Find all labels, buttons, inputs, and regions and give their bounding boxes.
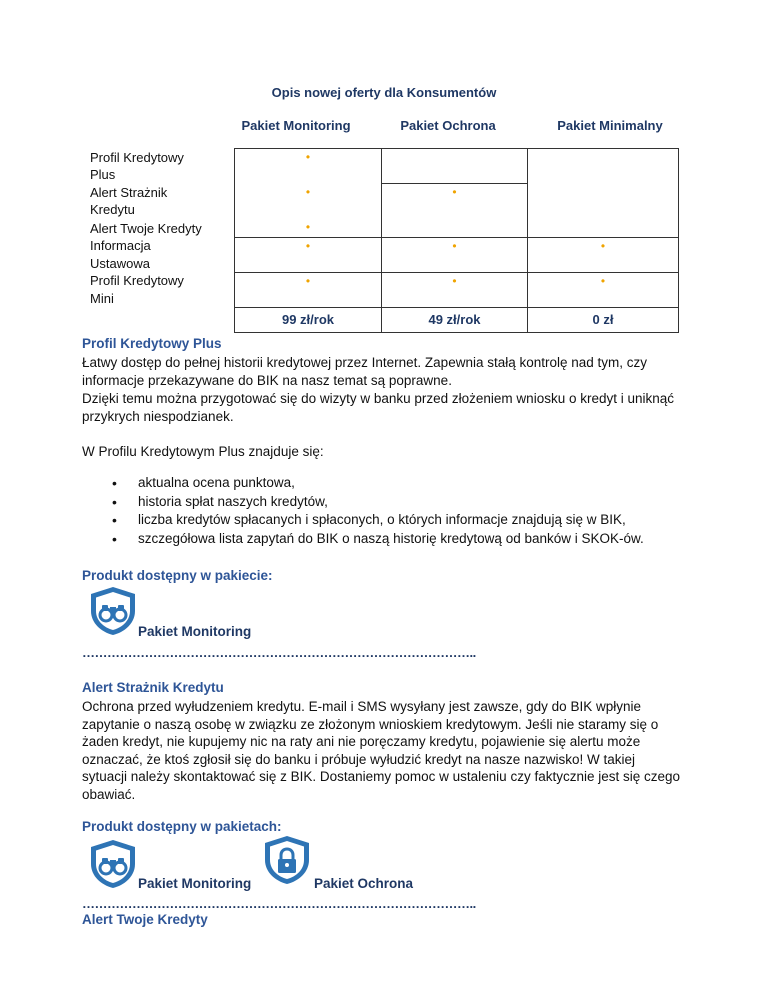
column-header-monitoring: Pakiet Monitoring (241, 118, 351, 133)
ochrona-cell (382, 272, 528, 307)
package-name-monitoring: Pakiet Monitoring (138, 624, 252, 639)
monitoring-cell (235, 237, 382, 272)
table-row (82, 272, 679, 307)
row-label: Alert Twoje Kredyty (90, 220, 202, 236)
package-name-ochrona: Pakiet Ochrona (314, 876, 414, 891)
mark-dot: • (305, 150, 311, 164)
monitoring-cell (235, 272, 382, 307)
row-label: Informacja Ustawowa (90, 238, 151, 271)
minimalny-cell (528, 149, 679, 238)
row-label: Profil Kredytowy Plus (90, 149, 184, 182)
table-row (82, 237, 679, 272)
price-monitoring: 99 zł/rok (235, 307, 382, 332)
mark-dot: • (305, 273, 311, 288)
ochrona-cell (382, 184, 528, 238)
column-header-ochrona: Pakiet Ochrona (400, 118, 496, 133)
package-name-monitoring: Pakiet Monitoring (138, 876, 252, 891)
list-item: • aktualna ocena punktowa, (112, 474, 682, 493)
mark-dot: • (452, 273, 457, 288)
list-item: • szczegółowa lista zapytań do BIK o naszą historię kredytową od banków i SKOK-ów. (112, 530, 682, 549)
availability-label: Produkt dostępny w pakiecie: (82, 568, 273, 583)
row-label: Profil Kredytowy Mini (90, 273, 184, 306)
row-label: Alert Strażnik Kredytu (90, 184, 168, 217)
price-minimalny: 0 zł (528, 307, 679, 332)
mark-dot: • (452, 185, 457, 199)
column-header-minimalny: Pakiet Minimalny (557, 118, 663, 133)
mark-dot: • (305, 238, 311, 253)
shield-lock-icon (262, 834, 312, 886)
mark-dot: • (600, 238, 606, 253)
package-comparison-table (82, 148, 679, 333)
section-title-profil-plus: Profil Kredytowy Plus (82, 336, 222, 351)
monitoring-cell (235, 149, 382, 238)
mark-dot: • (305, 185, 311, 199)
list-item: • historia spłat naszych kredytów, (112, 493, 682, 512)
section-paragraph: Ochrona przed wyłudzeniem kredytu. E-mail i SMS wysyłany jest zawsze, gdy do BIK wpłynie zapytanie o naszą osobę w związku ze złożonym wnioskiem kredytowym. Jeśli nie staramy się o żaden kredyt, nie kupujemy nic na raty ani nie poręczamy kredytu, pojawienie się alertu może oznaczać, że ktoś zgłosił się do banku i próbuje wyłudzić kredyt na nasze nazwisko! W takiej sytuacji należy skontaktować się z BIK. Dostaniemy pomoc w ustaleniu czy faktycznie jest się czego obawiać. (82, 699, 681, 802)
mark-dot: • (600, 273, 606, 288)
mark-dot: • (305, 220, 311, 234)
price-ochrona: 49 zł/rok (382, 307, 528, 332)
feature-list (112, 474, 682, 548)
separator-line: ………………………………………………………………………………….. (82, 896, 476, 911)
section-title-alert-straznik: Alert Strażnik Kredytu (82, 680, 224, 695)
list-item: • liczba kredytów spłacanych i spłaconych, o których informacje znajdują się w BIK, (112, 511, 682, 530)
section-title-alert-twoje-kredyty: Alert Twoje Kredyty (82, 912, 208, 927)
ochrona-cell (382, 149, 528, 184)
ochrona-cell (382, 237, 528, 272)
price-row (82, 307, 679, 332)
mark-dot: • (452, 238, 457, 253)
availability-label: Produkt dostępny w pakietach: (82, 819, 282, 834)
section-paragraph: Dzięki temu można przygotować się do wizyty w banku przed złożeniem wniosku o kredyt i uniknąć przykrych niespodzianek. (82, 391, 675, 424)
section-paragraph: Łatwy dostęp do pełnej historii kredytowej przez Internet. Zapewnia stałą kontrolę nad tym, czy informacje przekazywane do BIK na nasz temat są poprawne. (82, 355, 648, 388)
list-intro: W Profilu Kredytowym Plus znajduje się: (82, 444, 324, 459)
separator-line: ………………………………………………………………………………….. (82, 645, 476, 660)
table-row (82, 149, 679, 184)
shield-binoculars-icon (88, 838, 138, 890)
minimalny-cell (528, 237, 679, 272)
shield-binoculars-icon (88, 585, 138, 637)
minimalny-cell (528, 272, 679, 307)
document-title: Opis nowej oferty dla Konsumentów (271, 85, 497, 100)
